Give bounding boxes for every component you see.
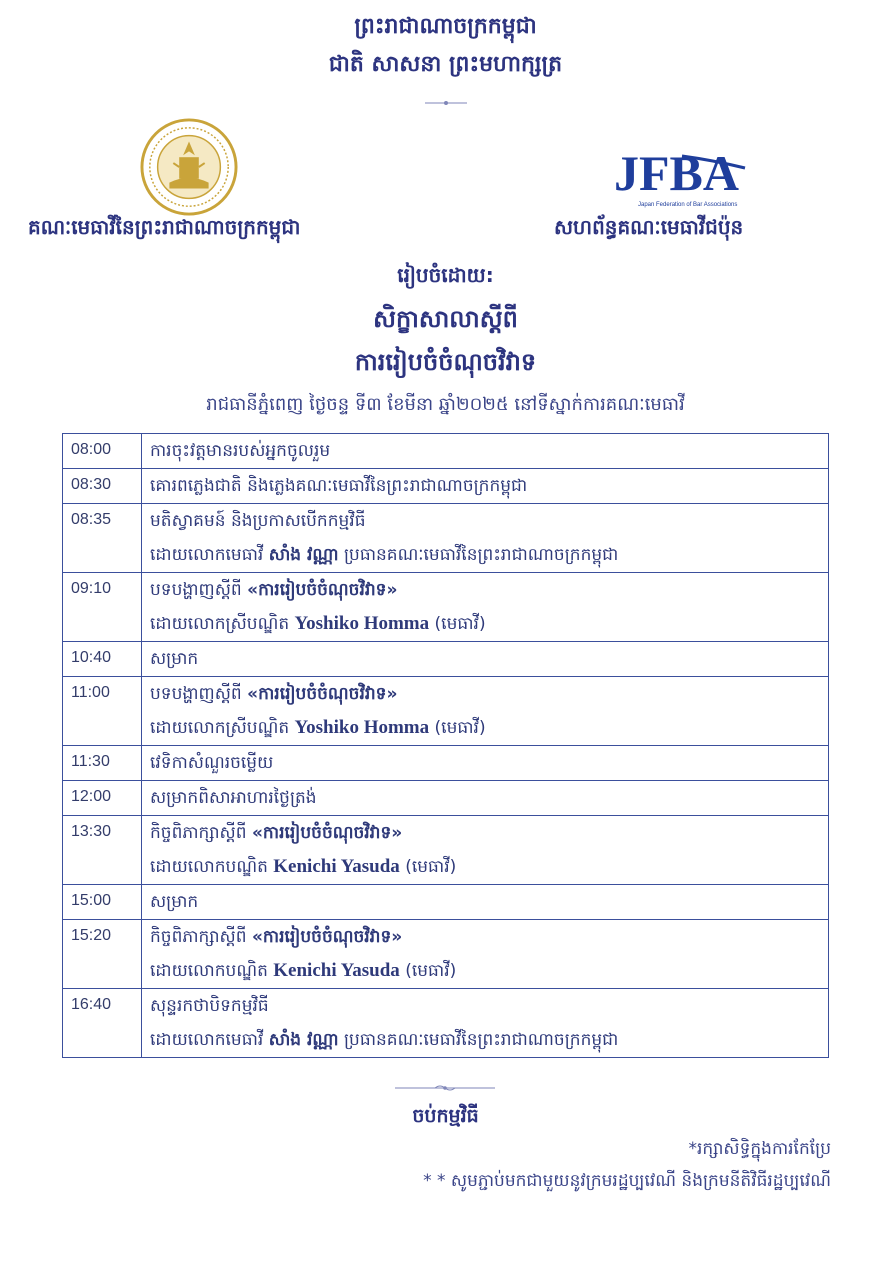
end-of-program-label: ចប់កម្មវិធី — [412, 1105, 479, 1127]
schedule-row — [63, 573, 829, 642]
schedule-text: ដោយលោកស្រីបណ្ឌិត — [150, 614, 295, 634]
schedule-text: សម្រាកពិសាអាហារថ្ងៃត្រង់ — [150, 788, 317, 808]
schedule-description — [142, 642, 829, 677]
schedule-text: (មេធាវី) — [429, 614, 486, 634]
schedule-line — [150, 607, 820, 641]
schedule-line — [150, 816, 820, 850]
schedule-time: 08:35 — [63, 504, 142, 573]
schedule-row — [63, 434, 829, 469]
emphasis-text: «ការរៀបចំចំណុចវិវាទ» — [247, 580, 398, 600]
schedule-text: កិច្ចពិភាក្សាស្តីពី — [150, 927, 252, 947]
schedule-line — [150, 885, 820, 919]
organizer-label: រៀបចំដោយ: — [397, 263, 494, 287]
schedule-line — [150, 538, 820, 572]
schedule-time: 16:40 — [63, 989, 142, 1058]
schedule-time: 12:00 — [63, 781, 142, 816]
schedule-time: 15:00 — [63, 885, 142, 920]
schedule-text: សម្រាក — [150, 892, 199, 912]
speaker-name: Yoshiko Homma — [294, 717, 430, 738]
schedule-row — [63, 677, 829, 746]
emphasis-text: «ការរៀបចំចំណុចវិវាទ» — [251, 823, 403, 843]
right-organization-name: សហព័ន្ធគណៈមេធាវីជប៉ុន — [554, 215, 744, 239]
schedule-row — [63, 816, 829, 885]
emphasis-text: សាំង វណ្ណា — [268, 1030, 339, 1050]
schedule-text: គោរពភ្លេងជាតិ និងភ្លេងគណៈមេធាវីនៃព្រះរាជាណាចក្រកម្ពុជា — [150, 476, 528, 496]
schedule-line — [150, 469, 820, 503]
schedule-text: សម្រាក — [150, 649, 199, 669]
schedule-description — [142, 885, 829, 920]
workshop-title-line1: សិក្ខាសាលាស្តីពី — [373, 305, 518, 333]
schedule-text: (មេធាវី) — [399, 961, 457, 981]
schedule-description — [142, 677, 829, 746]
schedule-row — [63, 642, 829, 677]
schedule-text: វេទិកាសំណួរចម្លើយ — [150, 753, 274, 773]
bring-codes-note: * * សូមភ្ជាប់មកជាមួយនូវក្រមរដ្ឋប្បវេណី និងក្រមនីតិវិធីរដ្ឋប្បវេណី — [423, 1171, 831, 1191]
schedule-row — [63, 920, 829, 989]
schedule-time: 08:30 — [63, 469, 142, 504]
schedule-row — [63, 885, 829, 920]
schedule-text: បទបង្ហាញស្តីពី — [150, 684, 248, 704]
schedule-description — [142, 989, 829, 1058]
schedule-description — [142, 781, 829, 816]
schedule-text: ដោយលោកមេធាវី — [150, 545, 269, 565]
schedule-line — [150, 954, 820, 988]
left-organization-name: គណៈមេធាវីនៃព្រះរាជាណាចក្រកម្ពុជា — [28, 215, 301, 239]
schedule-description — [142, 469, 829, 504]
schedule-line — [150, 850, 820, 884]
emphasis-text: សាំង វណ្ណា — [268, 545, 339, 565]
schedule-row — [63, 746, 829, 781]
schedule-time: 13:30 — [63, 816, 142, 885]
schedule-description — [142, 816, 829, 885]
schedule-line — [150, 573, 820, 607]
schedule-table — [62, 433, 829, 1058]
schedule-text: (មេធាវី) — [399, 857, 457, 877]
schedule-text: ប្រធានគណៈមេធាវីនៃព្រះរាជាណាចក្រកម្ពុជា — [338, 1030, 619, 1050]
jfba-logo-subtitle: Japan Federation of Bar Associations — [638, 202, 738, 208]
schedule-text: កិច្ចពិភាក្សាស្តីពី — [150, 823, 252, 843]
schedule-description — [142, 573, 829, 642]
copyright-note: *រក្សាសិទ្ធិក្នុងការកែប្រែ — [688, 1139, 831, 1159]
emphasis-text: «ការរៀបចំចំណុចវិវាទ» — [251, 927, 403, 947]
schedule-text: ដោយលោកបណ្ឌិត — [150, 857, 274, 877]
schedule-text: ដោយលោកមេធាវី — [150, 1030, 269, 1050]
schedule-text: មតិស្វាគមន៍ និងប្រកាសបើកកម្មវិធី — [150, 511, 366, 531]
jfba-logo-text: JFBA — [614, 145, 739, 201]
schedule-line — [150, 504, 820, 538]
schedule-text: (មេធាវី) — [429, 718, 486, 738]
schedule-text: ដោយលោកបណ្ឌិត — [150, 961, 274, 981]
schedule-row — [63, 469, 829, 504]
schedule-row — [63, 504, 829, 573]
schedule-time: 10:40 — [63, 642, 142, 677]
divider-ornament-icon — [425, 100, 467, 106]
kingdom-header: ព្រះរាជាណាចក្រកម្ពុជា — [354, 14, 537, 39]
schedule-description — [142, 504, 829, 573]
schedule-line — [150, 677, 820, 711]
schedule-line — [150, 920, 820, 954]
schedule-line — [150, 642, 820, 676]
schedule-time: 11:00 — [63, 677, 142, 746]
workshop-title-line2: ការរៀបចំចំណុចវិវាទ — [354, 348, 537, 376]
schedule-line — [150, 711, 820, 745]
schedule-description — [142, 746, 829, 781]
schedule-row — [63, 989, 829, 1058]
schedule-row — [63, 781, 829, 816]
schedule-time: 08:00 — [63, 434, 142, 469]
schedule-time: 11:30 — [63, 746, 142, 781]
schedule-text: ការចុះវត្តមានរបស់អ្នកចូលរួម — [150, 441, 331, 461]
speaker-name: Kenichi Yasuda — [273, 960, 400, 981]
schedule-time: 09:10 — [63, 573, 142, 642]
speaker-name: Kenichi Yasuda — [273, 856, 400, 877]
schedule-time: 15:20 — [63, 920, 142, 989]
emphasis-text: «ការរៀបចំចំណុចវិវាទ» — [247, 684, 398, 704]
jfba-logo-icon — [612, 138, 747, 212]
schedule-line — [150, 434, 820, 468]
motto-header: ជាតិ សាសនា ព្រះមហាក្សត្រ — [328, 52, 563, 77]
schedule-description — [142, 920, 829, 989]
schedule-line — [150, 781, 820, 815]
schedule-line — [150, 746, 820, 780]
schedule-text: បទបង្ហាញស្តីពី — [150, 580, 248, 600]
schedule-line — [150, 1023, 820, 1057]
bar-association-seal-icon — [140, 118, 238, 216]
schedule-text: សុន្ទរកថាបិទកម្មវិធី — [150, 996, 269, 1016]
date-location-line: រាជធានីភ្នំពេញ ថ្ងៃចន្ទ ទី៣ ខែមីនា ឆ្នាំ២០២៥ នៅទីស្នាក់ការគណៈមេធាវី — [206, 394, 685, 415]
speaker-name: Yoshiko Homma — [294, 613, 430, 634]
divider-ornament-icon — [395, 1084, 495, 1092]
schedule-line — [150, 989, 820, 1023]
schedule-text: ប្រធានគណៈមេធាវីនៃព្រះរាជាណាចក្រកម្ពុជា — [338, 545, 619, 565]
schedule-description — [142, 434, 829, 469]
schedule-text: ដោយលោកស្រីបណ្ឌិត — [150, 718, 295, 738]
